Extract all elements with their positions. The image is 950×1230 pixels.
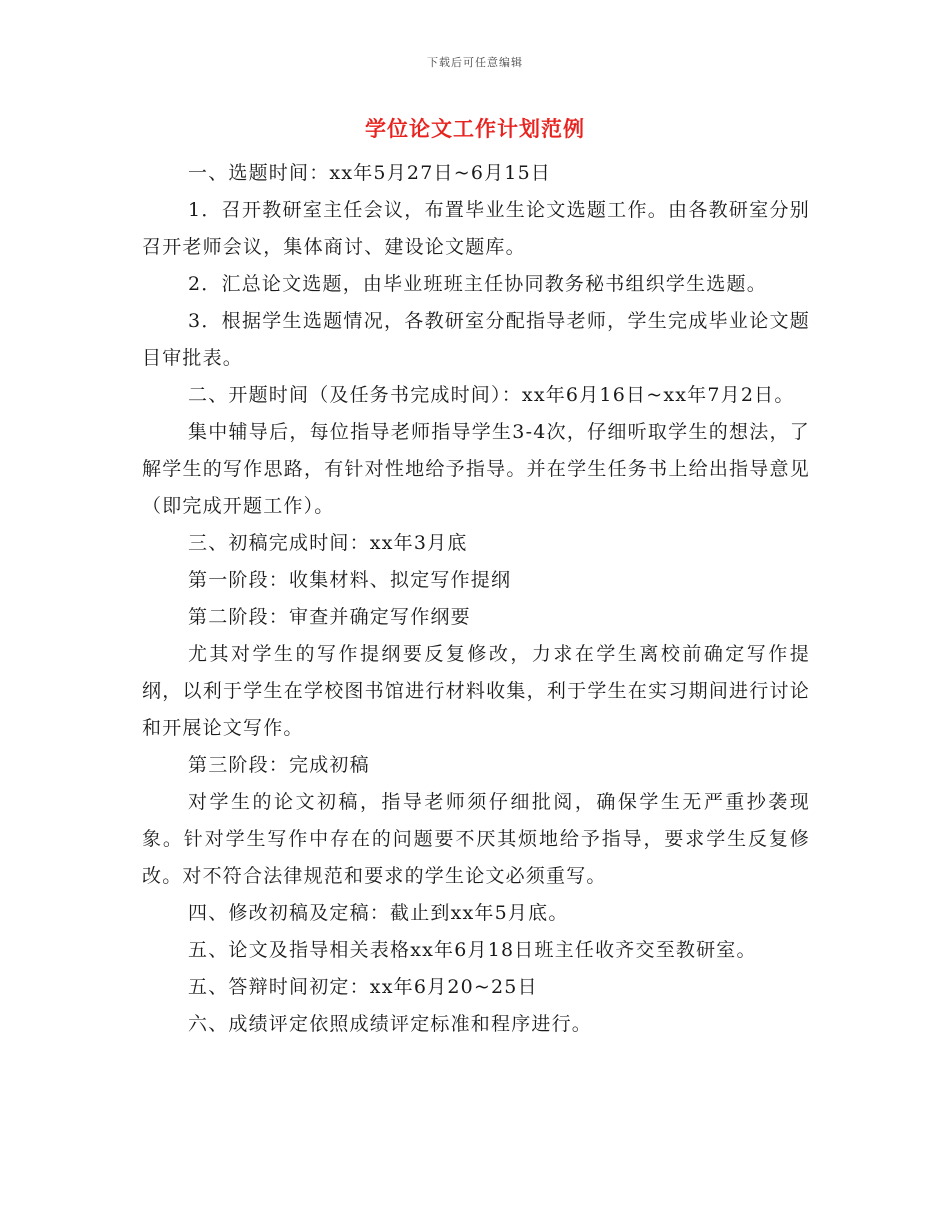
section-1-item-3: 3．根据学生选题情况，各教研室分配指导老师，学生完成毕业论文题目审批表。 (142, 310, 810, 369)
section-1-item-1: 1．召开教研室主任会议，布置毕业生论文选题工作。由各教研室分别召开老师会议，集体商讨、建设论文题库。 (142, 199, 810, 258)
document-body (142, 155, 810, 1043)
section-4-heading: 四、修改初稿及定稿：截止到xx年5月底。 (188, 902, 569, 924)
section-1-item-2: 2．汇总论文选题，由毕业班班主任协同教务秘书组织学生选题。 (188, 273, 767, 295)
section-2-paragraph: 集中辅导后，每位指导老师指导学生3-4次，仔细听取学生的想法，了解学生的写作思路，有针对性地给予指导。并在学生任务书上给出指导意见（即完成开题工作）。 (142, 421, 810, 517)
page-header-note: 下载后可任意编辑 (427, 56, 523, 69)
section-5a-heading: 五、论文及指导相关表格xx年6月18日班主任收齐交至教研室。 (188, 939, 757, 961)
stage-2-line: 第二阶段：审查并确定写作纲要 (188, 606, 471, 628)
section-6-heading: 六、成绩评定依照成绩评定标准和程序进行。 (188, 1013, 593, 1035)
stage-3-line: 第三阶段：完成初稿 (188, 754, 370, 776)
stage-1-line: 第一阶段：收集材料、拟定写作提纲 (188, 569, 512, 591)
stage-2-paragraph: 尤其对学生的写作提纲要反复修改，力求在学生离校前确定写作提纲，以利于学生在学校图书馆进行材料收集，利于学生在实习期间进行讨论和开展论文写作。 (142, 643, 810, 739)
document-title: 学位论文工作计划范例 (365, 116, 585, 141)
section-5b-heading: 五、答辩时间初定：xx年6月20~25日 (188, 976, 538, 998)
section-2-heading: 二、开题时间（及任务书完成时间）：xx年6月16日~xx年7月2日。 (188, 384, 795, 406)
section-3-heading: 三、初稿完成时间：xx年3月底 (188, 532, 468, 554)
stage-3-paragraph: 对学生的论文初稿，指导老师须仔细批阅，确保学生无严重抄袭现象。针对学生写作中存在的问题要不厌其烦地给予指导，要求学生反复修改。对不符合法律规范和要求的学生论文必须重写。 (142, 791, 810, 887)
section-1-heading: 一、选题时间：xx年5月27日~6月15日 (188, 162, 552, 184)
